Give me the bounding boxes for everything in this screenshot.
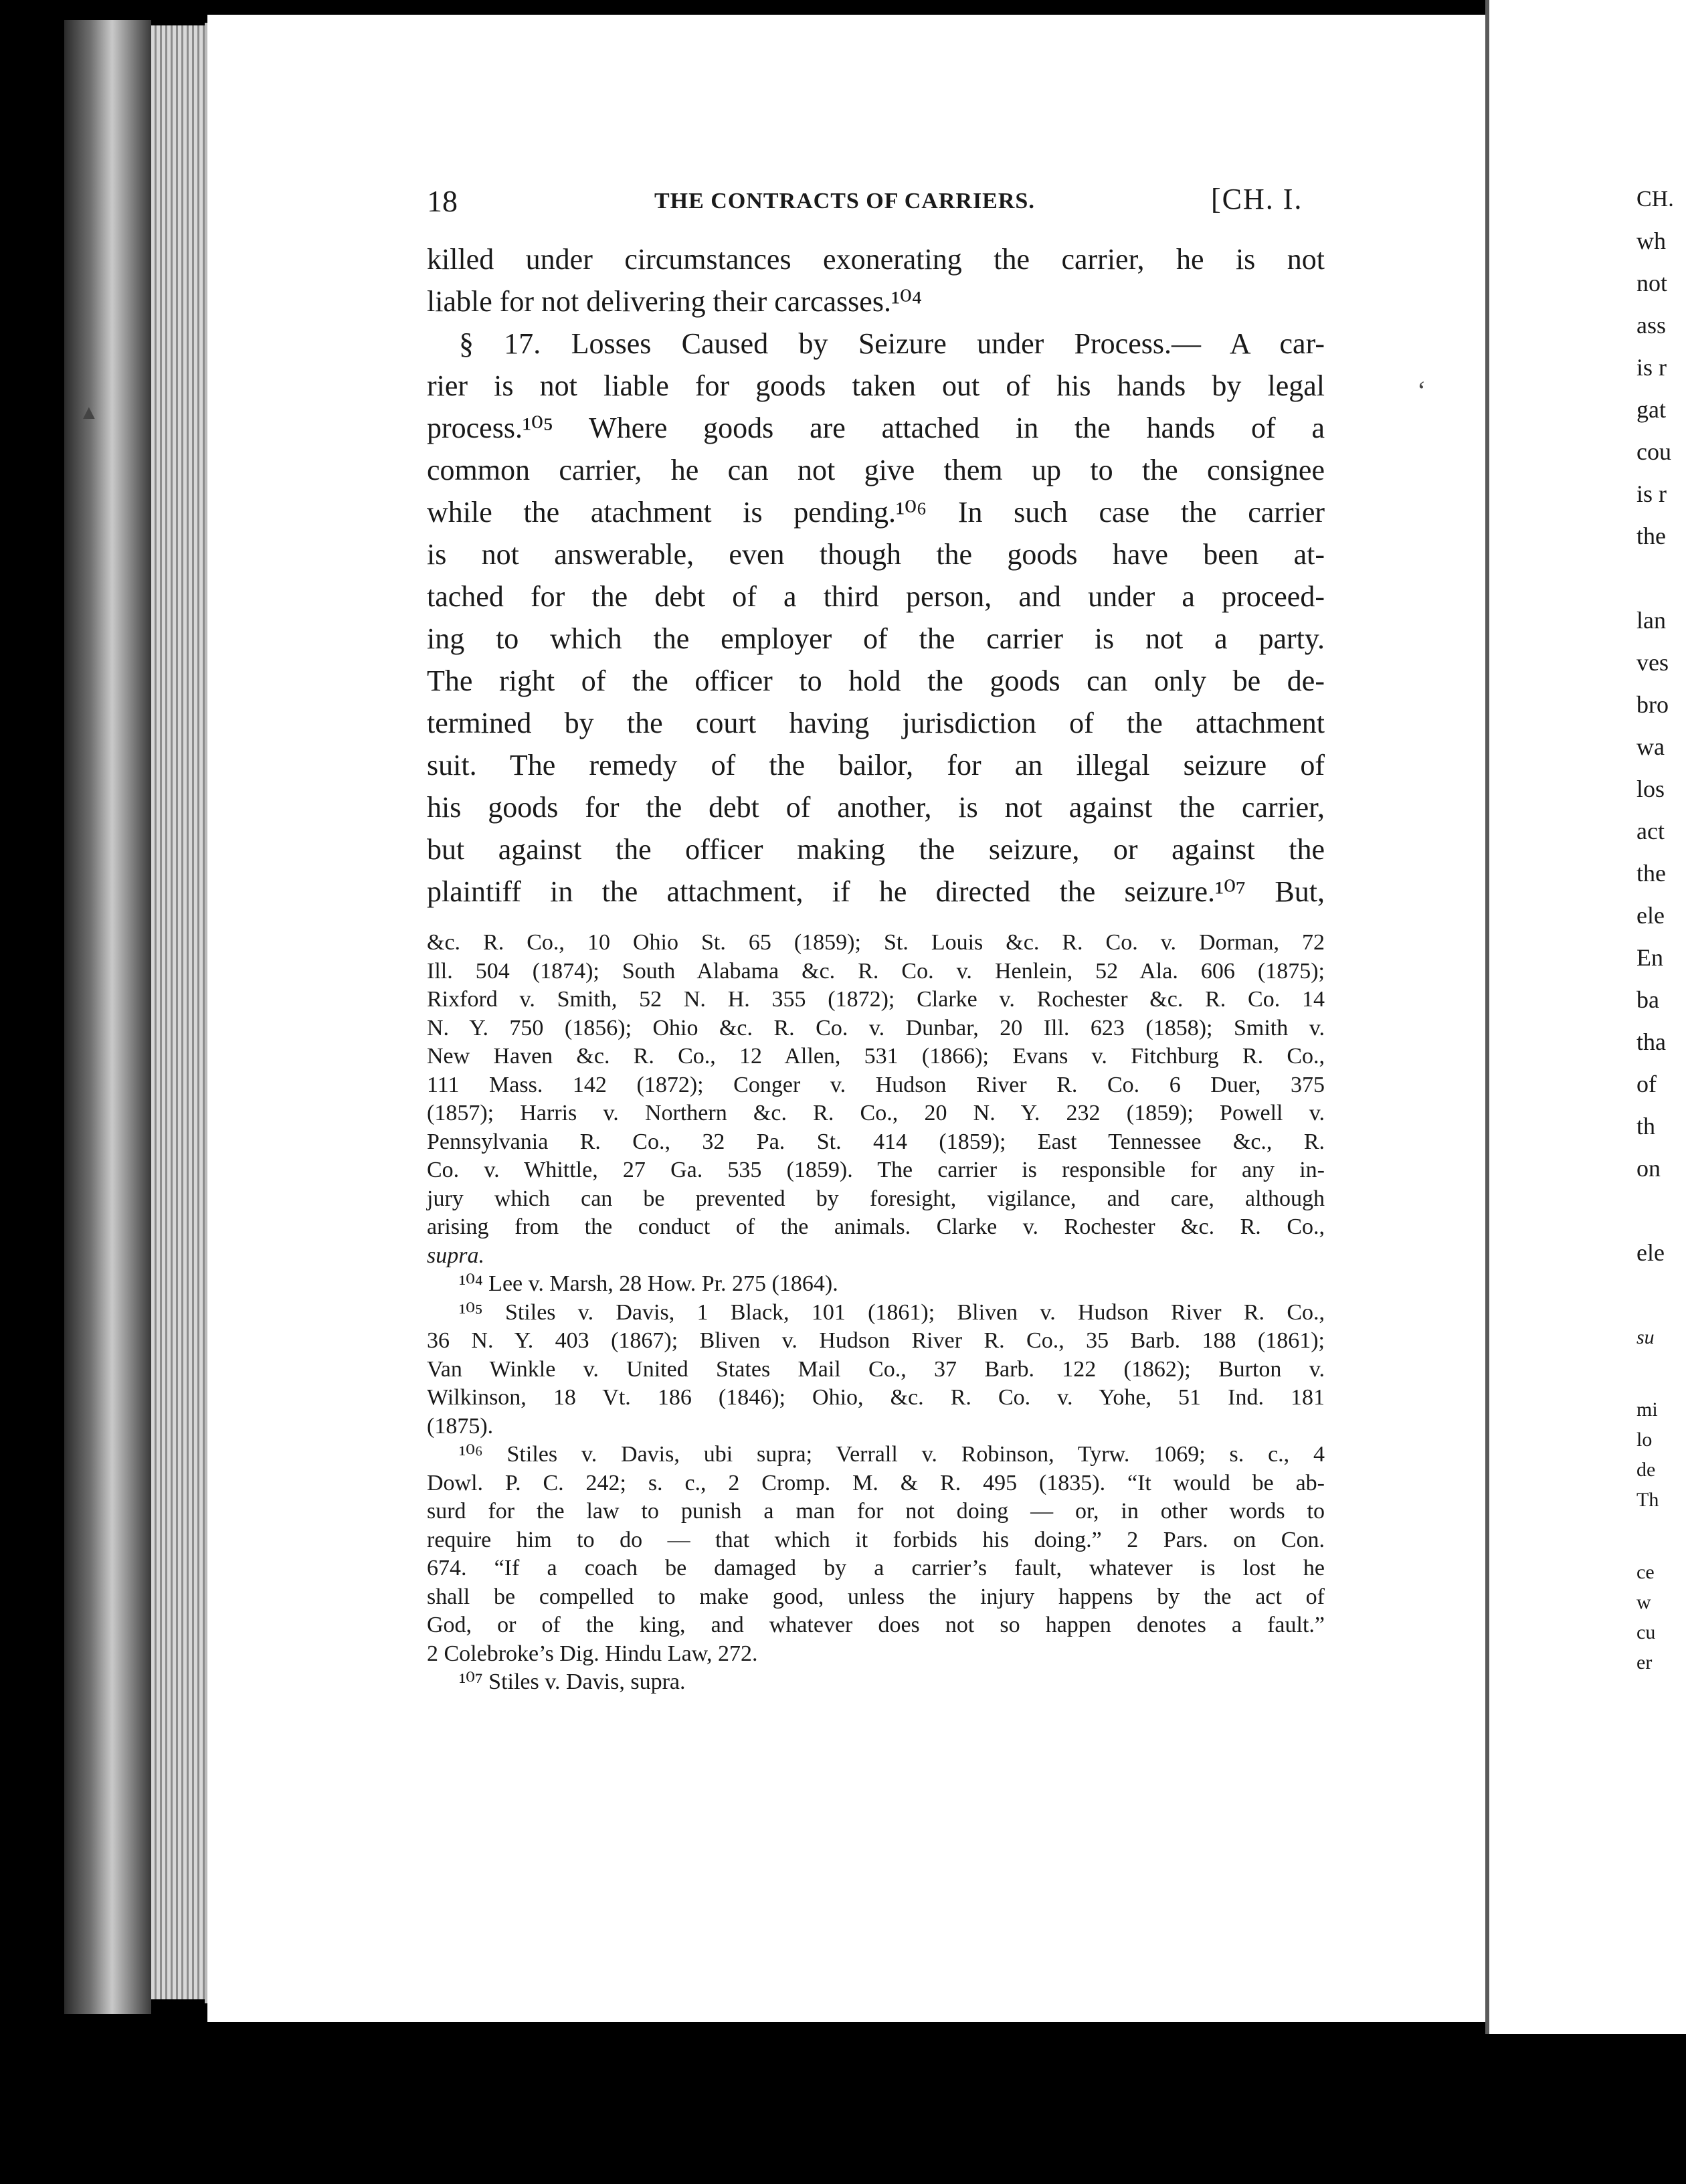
footnote-104: ¹⁰⁴ Lee v. Marsh, 28 How. Pr. 275 (1864).: [459, 1271, 838, 1296]
body-line: plaintiff in the attachment, if he directed the seizure.¹⁰⁷ But,: [427, 875, 1325, 908]
facing-line: [1636, 557, 1686, 600]
footnote-105: ¹⁰⁵ Stiles v. Davis, 1 Black, 101 (1861); Bliven v. Hudson River R. Co.,: [459, 1299, 1325, 1325]
footnote-line: Van Winkle v. United States Mail Co., 37 Barb. 122 (1862); Burton v.: [427, 1356, 1325, 1382]
footnote-line: arising from the conduct of the animals. Clarke v. Rochester &c. R. Co.,: [427, 1214, 1325, 1239]
facing-line: los: [1636, 776, 1665, 802]
running-head: [427, 182, 1325, 222]
facing-line: not: [1636, 270, 1668, 296]
footnote-line: God, or of the king, and whatever does not so happen denotes a fault.”: [427, 1613, 1325, 1637]
body-line: process.¹⁰⁵ Where goods are attached in the hands of a: [427, 412, 1325, 444]
facing-line: of: [1636, 1071, 1657, 1097]
page-title: THE CONTRACTS OF CARRIERS.: [654, 189, 1035, 213]
body-line: is not answerable, even though the goods have been at-: [427, 538, 1325, 571]
facing-line: [1636, 1190, 1686, 1232]
body-line: common carrier, he can not give them up to the consignee: [427, 454, 1325, 486]
facing-line: on: [1636, 1155, 1661, 1182]
facing-line: th: [1636, 1113, 1656, 1140]
body-line: suit. The remedy of the bailor, for an illegal seizure of: [427, 749, 1325, 782]
facing-line: the: [1636, 523, 1666, 549]
footnote-line: &c. R. Co., 10 Ohio St. 65 (1859); St. Louis &c. R. Co. v. Dorman, 72: [427, 930, 1325, 955]
footnote-line: 2 Colebroke’s Dig. Hindu Law, 272.: [427, 1641, 758, 1666]
footnote-line: Ill. 504 (1874); South Alabama &c. R. Co. v. Henlein, 52 Ala. 606 (1875);: [427, 958, 1325, 984]
footnote-line: Co. v. Whittle, 27 Ga. 535 (1859). The carrier is responsible for any in-: [427, 1158, 1325, 1182]
stray-mark: ▲: [79, 401, 99, 424]
body-line: while the atachment is pending.¹⁰⁶ In such case the carrier: [427, 496, 1325, 529]
facing-line: wa: [1636, 733, 1665, 760]
facing-line: ba: [1636, 986, 1659, 1013]
body-line: The right of the officer to hold the goods can only be de-: [427, 664, 1325, 697]
facing-small-line: cu: [1636, 1621, 1656, 1643]
footnote-line: N. Y. 750 (1856); Ohio &c. R. Co. v. Dunbar, 20 Ill. 623 (1858); Smith v.: [427, 1015, 1325, 1040]
facing-line: tha: [1636, 1028, 1666, 1055]
facing-line: ves: [1636, 649, 1669, 676]
facing-line: is r: [1636, 480, 1667, 507]
facing-line: ass: [1636, 312, 1666, 339]
footnote-line: New Haven &c. R. Co., 12 Allen, 531 (1866); Evans v. Fitchburg R. Co.,: [427, 1044, 1325, 1069]
facing-gap: [1636, 1274, 1686, 1316]
facing-line: ele: [1636, 1239, 1665, 1266]
body-line: liable for not delivering their carcasses.¹⁰⁴: [427, 285, 923, 318]
body-line: but against the officer making the seizure, or against the: [427, 833, 1325, 866]
footnote-line: shall be compelled to make good, unless the injury happens by the act of: [427, 1584, 1325, 1609]
footnote-line: 111 Mass. 142 (1872); Conger v. Hudson River R. Co. 6 Duer, 375: [427, 1072, 1325, 1097]
footnote-line: supra.: [427, 1243, 484, 1268]
facing-line: cou: [1636, 438, 1671, 465]
facing-small-line: w: [1636, 1591, 1651, 1613]
footnote-106: ¹⁰⁶ Stiles v. Davis, ubi supra; Verrall v. Robinson, Tyrw. 1069; s. c., 4: [459, 1442, 1325, 1467]
facing-small-line: su: [1636, 1326, 1655, 1348]
facing-small-line: mi: [1636, 1398, 1658, 1421]
facing-small-line: de: [1636, 1459, 1656, 1481]
body-line: his goods for the debt of another, is not against the carrier,: [427, 791, 1325, 824]
spine-shadow: [64, 20, 151, 2014]
footnote-line: Wilkinson, 18 Vt. 186 (1846); Ohio, &c. R. Co. v. Yohe, 51 Ind. 181: [427, 1385, 1325, 1410]
page-edges: [151, 25, 205, 1999]
footnote-line: Dowl. P. C. 242; s. c., 2 Cromp. M. & R. 495 (1835). “It would be ab-: [427, 1470, 1325, 1495]
page-number: 18: [427, 184, 458, 218]
facing-header: CH.: [1636, 187, 1674, 211]
facing-small-line: er: [1636, 1651, 1653, 1671]
stray-mark: ‘: [1417, 375, 1426, 405]
facing-small-line: lo: [1636, 1429, 1653, 1451]
facing-line: the: [1636, 860, 1666, 887]
footnotes: [427, 929, 1325, 1697]
facing-line: act: [1636, 818, 1665, 844]
facing-line: gat: [1636, 396, 1666, 423]
body-line: tached for the debt of a third person, and under a proceed-: [427, 580, 1325, 613]
footnote-107: ¹⁰⁷ Stiles v. Davis, supra.: [459, 1669, 686, 1694]
footnote-line: Pennsylvania R. Co., 32 Pa. St. 414 (1859); East Tennessee &c., R.: [427, 1129, 1325, 1154]
body-line: rier is not liable for goods taken out of his hands by legal: [427, 369, 1325, 402]
footnote-line: require him to do — that which it forbids his doing.” 2 Pars. on Con.: [427, 1527, 1325, 1552]
facing-line: is r: [1636, 354, 1667, 381]
facing-line: wh: [1636, 227, 1666, 254]
footnote-line: (1875).: [427, 1413, 494, 1439]
footnote-line: Rixford v. Smith, 52 N. H. 355 (1872); Clarke v. Rochester &c. R. Co. 14: [427, 987, 1325, 1012]
facing-gap: [1636, 1346, 1686, 1388]
section-heading-line: § 17. Losses Caused by Seizure under Process.— A car-: [459, 327, 1325, 360]
facing-line: En: [1636, 944, 1663, 971]
chapter-tag: [CH. I.: [1211, 183, 1303, 215]
facing-page-text: [1636, 174, 1686, 1671]
facing-line: bro: [1636, 691, 1669, 718]
body-line: ing to which the employer of the carrier is not a party.: [427, 622, 1325, 655]
facing-small-line: ce: [1636, 1561, 1655, 1583]
footnote-line: (1857); Harris v. Northern &c. R. Co., 20 N. Y. 232 (1859); Powell v.: [427, 1101, 1325, 1125]
footnote-line: jury which can be prevented by foresight, vigilance, and care, although: [427, 1186, 1325, 1211]
facing-line: ele: [1636, 902, 1665, 929]
facing-line: lan: [1636, 607, 1666, 634]
body-text: [427, 238, 1325, 913]
footnote-line: 36 N. Y. 403 (1867); Bliven v. Hudson River R. Co., 35 Barb. 188 (1861);: [427, 1328, 1325, 1353]
footnote-line: 674. “If a coach be damaged by a carrier’s fault, whatever is lost he: [427, 1556, 1325, 1580]
facing-small-line: Th: [1636, 1489, 1659, 1511]
body-line: termined by the court having jurisdiction of the attachment: [427, 707, 1325, 739]
facing-gap: [1636, 1509, 1686, 1551]
body-line: killed under circumstances exonerating the carrier, he is not: [427, 243, 1325, 276]
footnote-line: surd for the law to punish a man for not doing — or, in other words to: [427, 1499, 1325, 1524]
